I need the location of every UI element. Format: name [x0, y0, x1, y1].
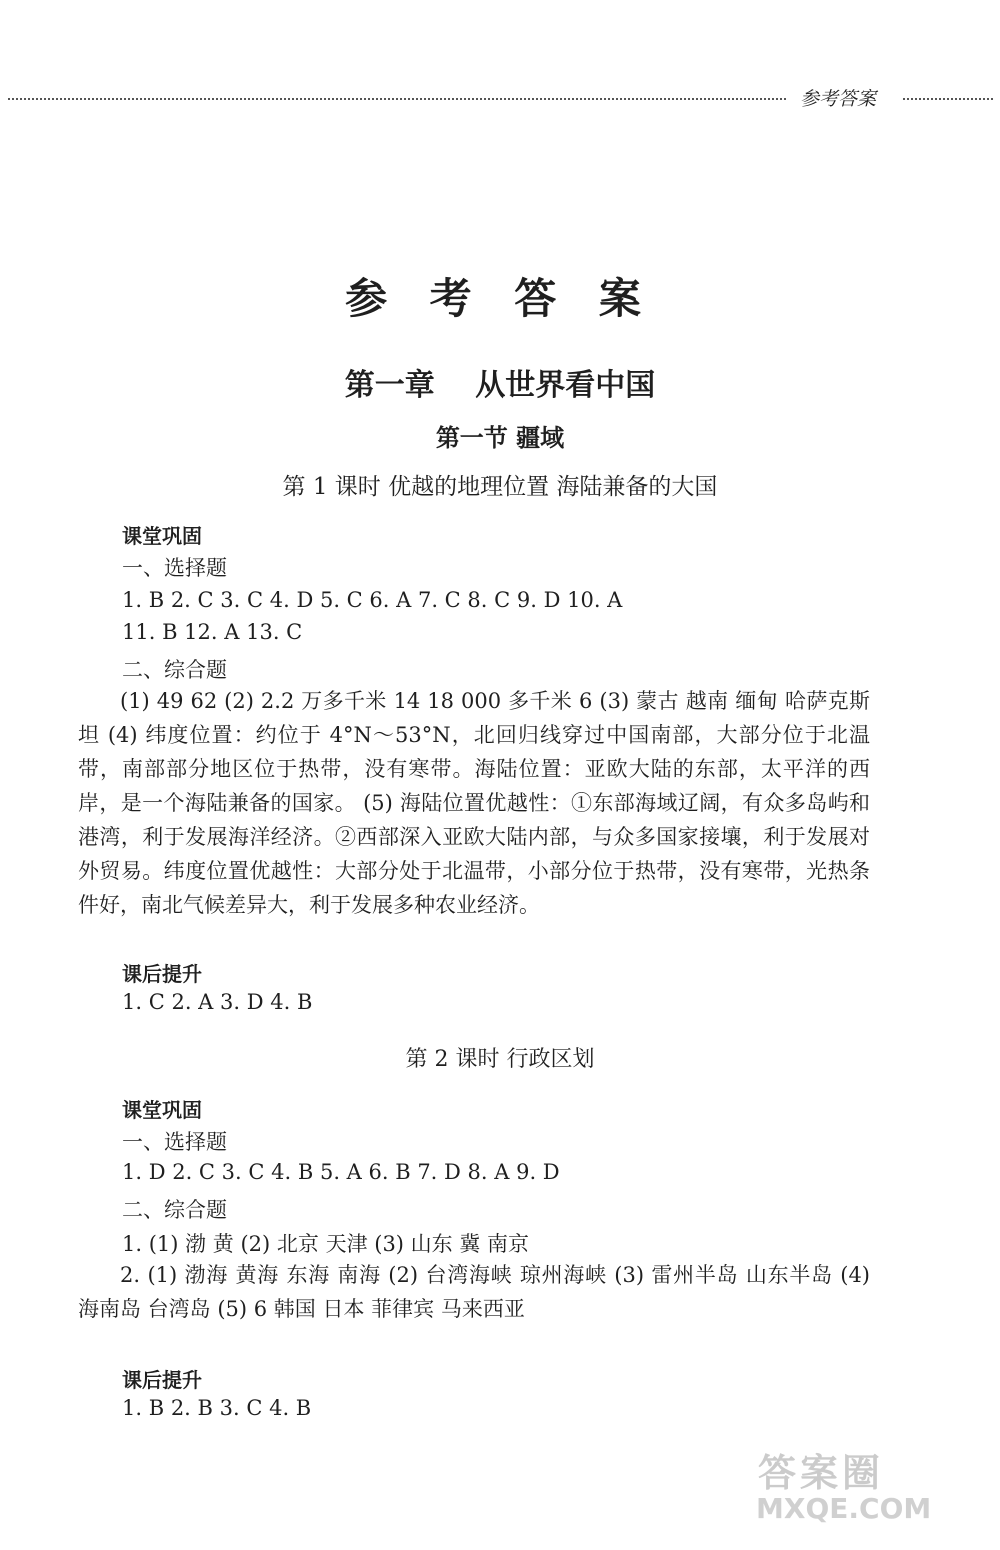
lesson1-after-answers: 1. C 2. A 3. D 4. B — [122, 990, 313, 1014]
lesson1-choice-answers-1: 1. B 2. C 3. C 4. D 5. C 6. A 7. C 8. C 9. D 10. A — [122, 588, 623, 612]
lesson2-title: 第 2 课时 行政区划 — [405, 1047, 595, 1072]
lesson2-choice-answers-1: 1. D 2. C 3. C 4. B 5. A 6. B 7. D 8. A 9. D — [122, 1160, 560, 1184]
watermark-top: 答案圈 — [758, 1451, 885, 1495]
lesson2-consolidate-heading: 课堂巩固 — [122, 1098, 202, 1122]
lesson1-choice-heading: 一、选择题 — [122, 556, 227, 580]
lesson2-comp-heading: 二、综合题 — [122, 1198, 227, 1222]
lesson1-consolidate-heading: 课堂巩固 — [122, 524, 202, 548]
header-dotted-rule-left — [8, 98, 786, 100]
header-label: 参考答案 — [800, 88, 877, 110]
watermark-logo — [748, 1442, 978, 1530]
section-title: 第一节 疆域 — [435, 423, 565, 452]
lesson2-after-answers: 1. B 2. B 3. C 4. B — [122, 1396, 312, 1420]
lesson1-comp-paragraph: (1) 49 62 (2) 2.2 万多千米 14 18 000 多千米 6 (3) 蒙古 越南 缅甸 哈萨克斯坦 (4) 纬度位置：约位于 4°N～53°N，北回归线穿过中国南部，大部分位于北温带，南部部分地区位于热带，没有寒带。海陆位置：亚欧大陆的东部，太平洋的西岸，是一个海陆兼备的国家。 (5) 海陆位置优越性：①东部海域辽阔，有众多岛屿和港湾，利于发展海洋经济。②西部深入亚欧大陆内部，与众多国家接壤，利于发展对外贸易。纬度位置优越性：大部分处于北温带，小部分位于热带，没有寒带，光热条件好，南北气候差异大，利于发展多种农业经济。 — [78, 689, 870, 917]
chapter-title: 第一章 从世界看中国 — [344, 368, 656, 403]
lesson2-comp-line-1: 1. (1) 渤 黄 (2) 北京 天津 (3) 山东 冀 南京 — [122, 1232, 530, 1256]
page-header — [0, 78, 1000, 118]
header-dotted-rule-right — [903, 98, 993, 100]
lesson1-comp-heading: 二、综合题 — [122, 658, 227, 682]
page-title: 参 考 答 案 — [345, 274, 655, 323]
lesson1-choice-answers-2: 11. B 12. A 13. C — [122, 620, 303, 644]
lesson2-comp-paragraph: 2. (1) 渤海 黄海 东海 南海 (2) 台湾海峡 琼州海峡 (3) 雷州半岛 山东半岛 (4) 海南岛 台湾岛 (5) 6 韩国 日本 菲律宾 马来西亚 — [78, 1263, 870, 1321]
lesson2-after-heading: 课后提升 — [122, 1368, 202, 1392]
lesson1-title: 第 1 课时 优越的地理位置 海陆兼备的大国 — [282, 474, 718, 500]
lesson2-choice-heading: 一、选择题 — [122, 1130, 227, 1154]
lesson1-after-heading: 课后提升 — [122, 962, 202, 986]
watermark-bottom: MXQE.COM — [756, 1492, 932, 1525]
